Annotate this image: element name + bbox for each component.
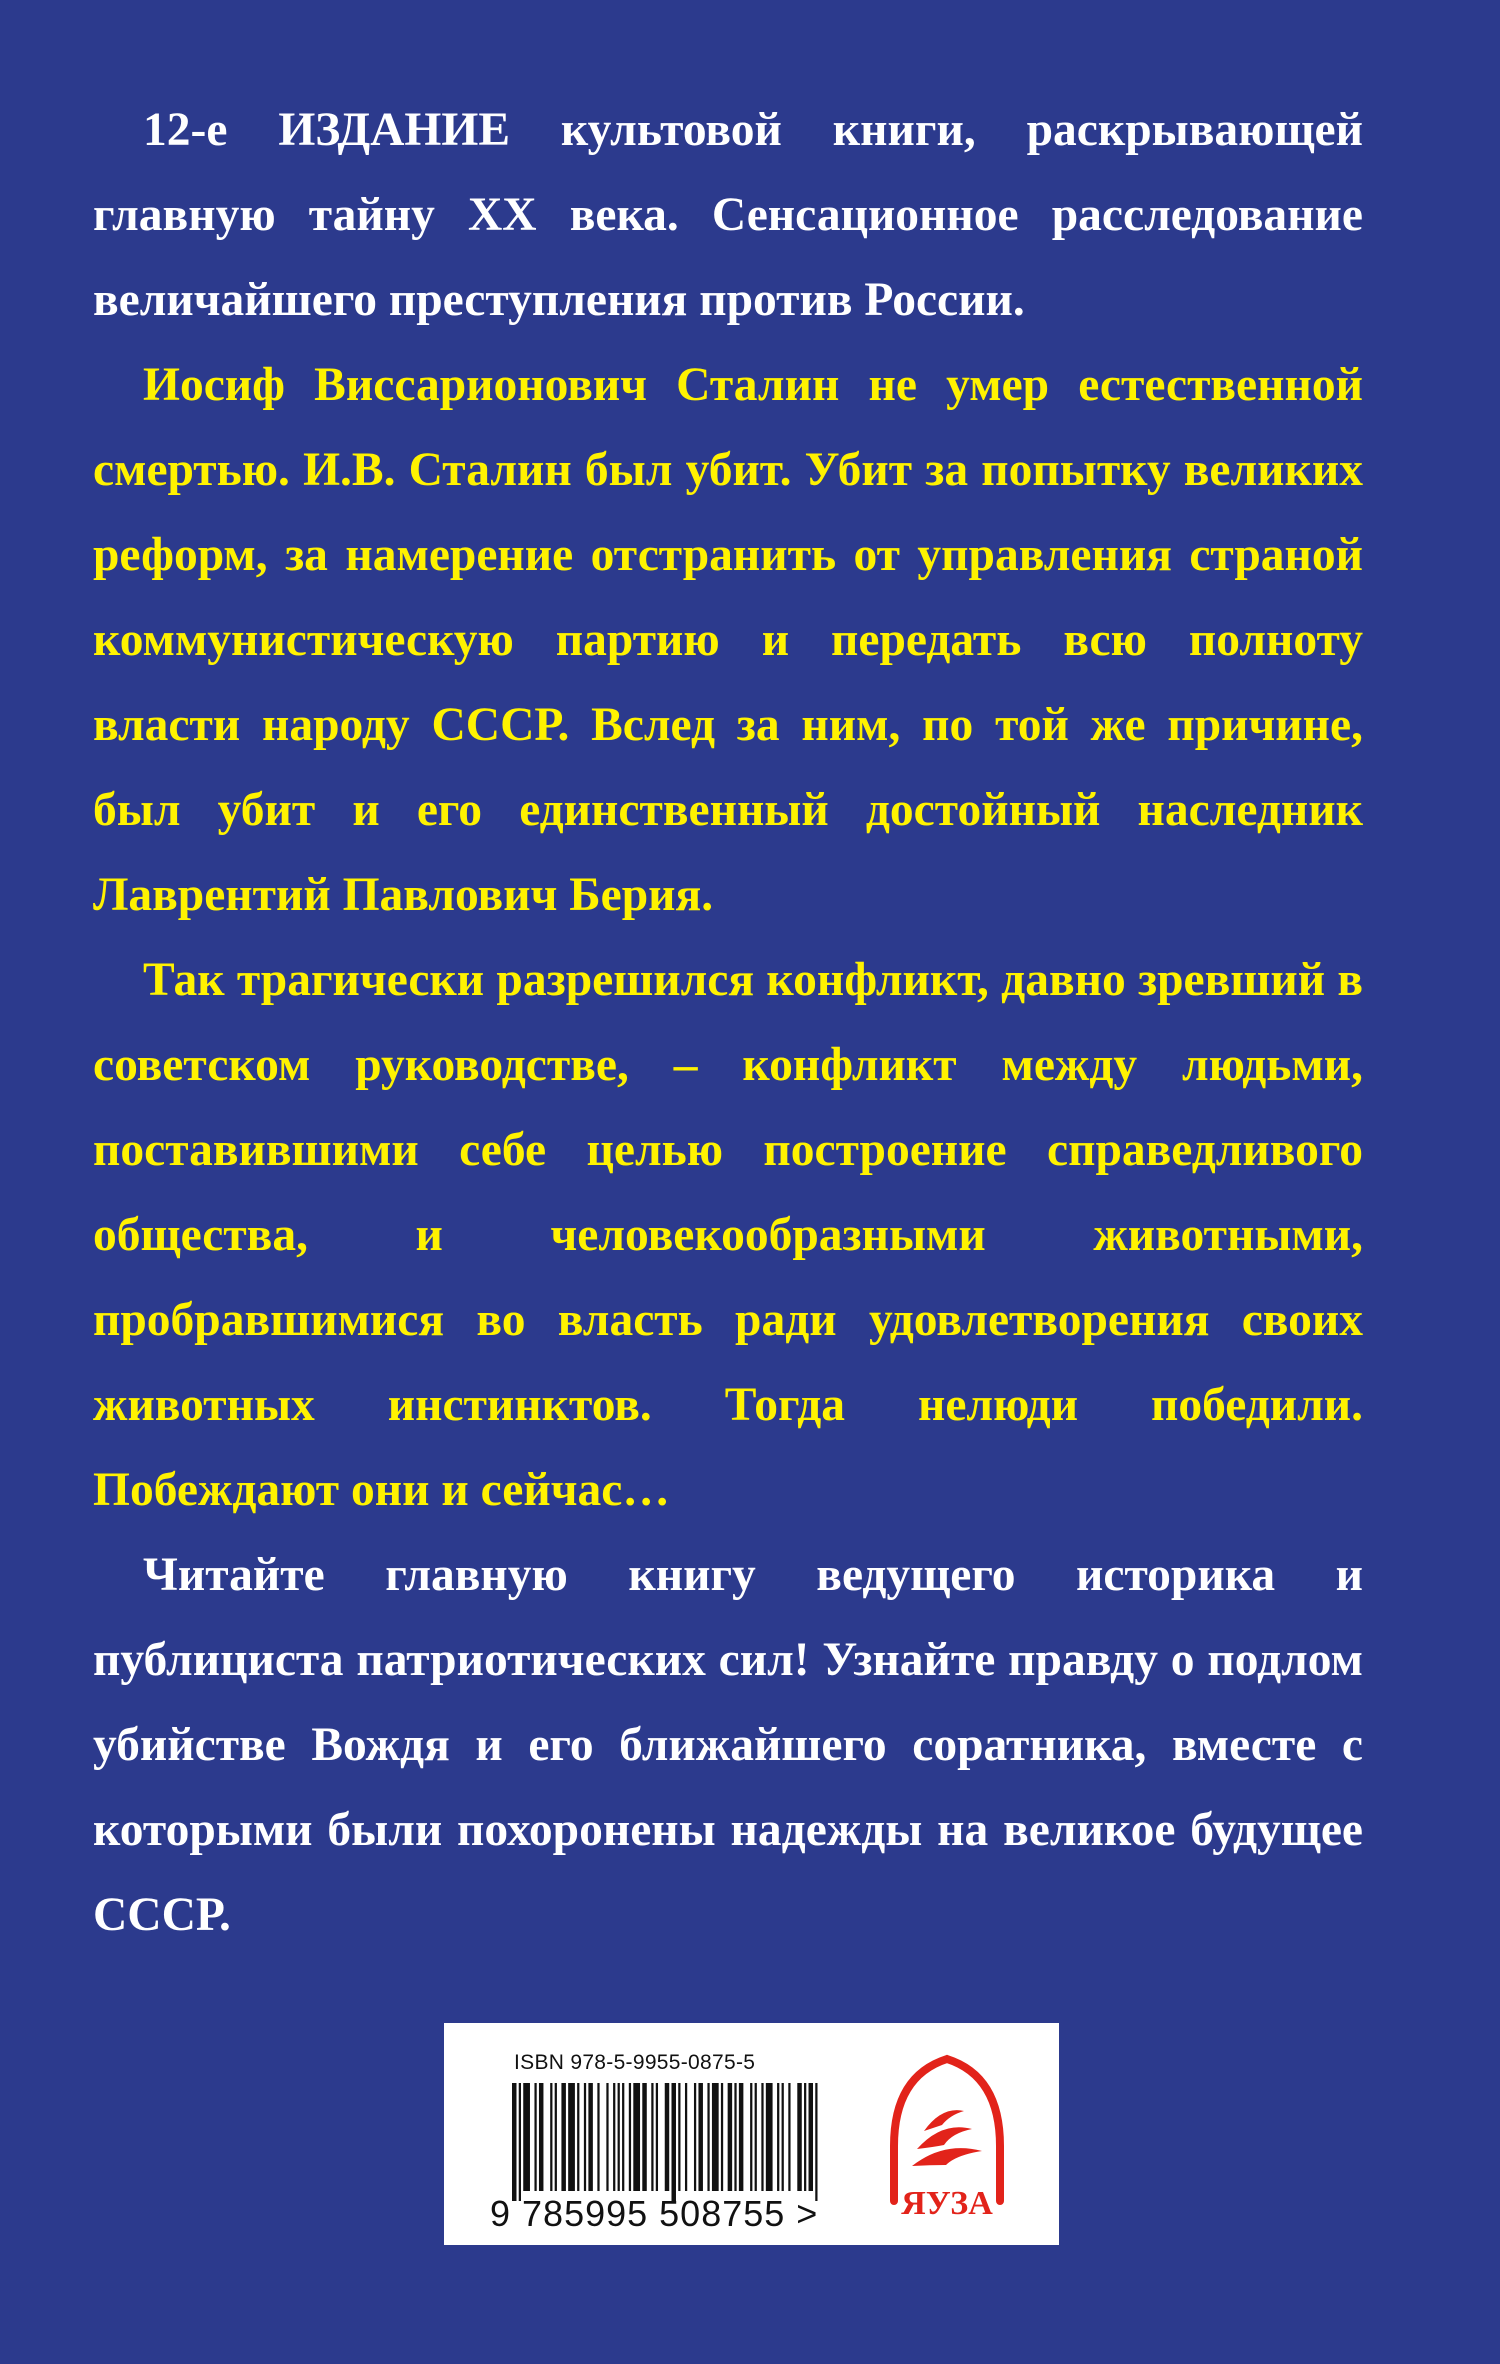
barcode-bar: [766, 2083, 773, 2191]
publisher-logo-text: ЯУЗА: [901, 2185, 993, 2221]
barcode-bar: [815, 2083, 817, 2201]
barcode-bar: [788, 2083, 790, 2191]
barcode-bar: [568, 2083, 575, 2191]
barcode-bar: [550, 2083, 552, 2191]
paragraph-read: Читайте главную книгу ведущего историка и публициста патриотических сил! Узнайте правду о подлом убийстве Вождя и его ближайшего соратника, вместе с которыми были похоронены надежды на великое будущее СССР.: [93, 1549, 1363, 1941]
barcode-bar: [613, 2083, 615, 2191]
barcode-digits: 9 785995 508755 >: [490, 2193, 819, 2234]
barcode-bar: [633, 2083, 640, 2191]
barcode-bar: [678, 2083, 680, 2191]
barcode-bar: [618, 2083, 620, 2191]
barcode-bar: [734, 2083, 736, 2191]
barcode-bar: [750, 2083, 752, 2191]
barcode-bar: [721, 2083, 723, 2191]
barcode-bar: [809, 2083, 813, 2191]
barcode-bar: [534, 2083, 536, 2191]
barcode-bar: [698, 2083, 702, 2191]
barcode-image: [512, 2083, 822, 2201]
barcode-bar: [761, 2083, 763, 2191]
barcode-bar: [777, 2083, 779, 2191]
barcode-bar: [588, 2083, 592, 2191]
barcode-bar: [656, 2083, 658, 2191]
barcode-bar: [561, 2083, 565, 2191]
publisher-logo-icon: [872, 2051, 1022, 2221]
barcode-bar: [712, 2083, 719, 2191]
barcode-bar: [665, 2083, 669, 2191]
barcode-bar: [512, 2083, 516, 2201]
paragraph-edition: 12-е ИЗДАНИЕ культовой книги, раскрывающей главную тайну XX века. Сенсационное расследование величайшего преступления против России.: [93, 104, 1363, 326]
barcode-bar: [782, 2083, 784, 2191]
barcode-panel: [444, 2023, 1059, 2245]
barcode-bar: [728, 2083, 732, 2191]
barcode-bar: [584, 2083, 586, 2191]
barcode-bar: [539, 2083, 543, 2191]
barcode-bar: [519, 2083, 521, 2201]
barcode-bar: [606, 2083, 608, 2191]
barcode-bar: [555, 2083, 557, 2191]
barcode-bar: [707, 2083, 709, 2191]
barcode-bar: [622, 2083, 624, 2191]
barcode-bar: [739, 2083, 743, 2191]
barcode-bar: [804, 2083, 806, 2191]
barcode-bar: [642, 2083, 646, 2191]
paragraph-conflict: Так трагически разрешился конфликт, давно зревший в советском руководстве, – конфликт между людьми, поставившими себе целью построение справедливого общества, и человекообразными животными, пробравшимися во власть ради удовлетворения своих животных инстинктов. Тогда нелюди победили. Побеждают они и сейчас…: [93, 954, 1363, 1516]
barcode-bar: [685, 2083, 687, 2191]
barcode-bar: [629, 2083, 631, 2191]
barcode-bar: [755, 2083, 757, 2191]
barcode-bar: [797, 2083, 801, 2191]
barcode-bar: [523, 2083, 530, 2191]
paragraph-stalin: Иосиф Виссарионович Сталин не умер естественной смертью. И.В. Сталин был убит. Убит за попытку великих реформ, за намерение отстранить от управления страной коммунистическую партию и передать всю полноту власти народу СССР. Вслед за ним, по той же причине, был убит и его единственный достойный наследник Лаврентий Павлович Берия.: [93, 359, 1363, 921]
isbn-label: ISBN 978-5-9955-0875-5: [514, 2051, 756, 2074]
barcode-bar: [671, 2083, 675, 2201]
barcode-bar: [597, 2083, 599, 2191]
barcode-bar: [651, 2083, 653, 2191]
barcode-bar: [577, 2083, 579, 2191]
annotation-text: [93, 88, 1363, 1958]
barcode-bar: [694, 2083, 696, 2191]
